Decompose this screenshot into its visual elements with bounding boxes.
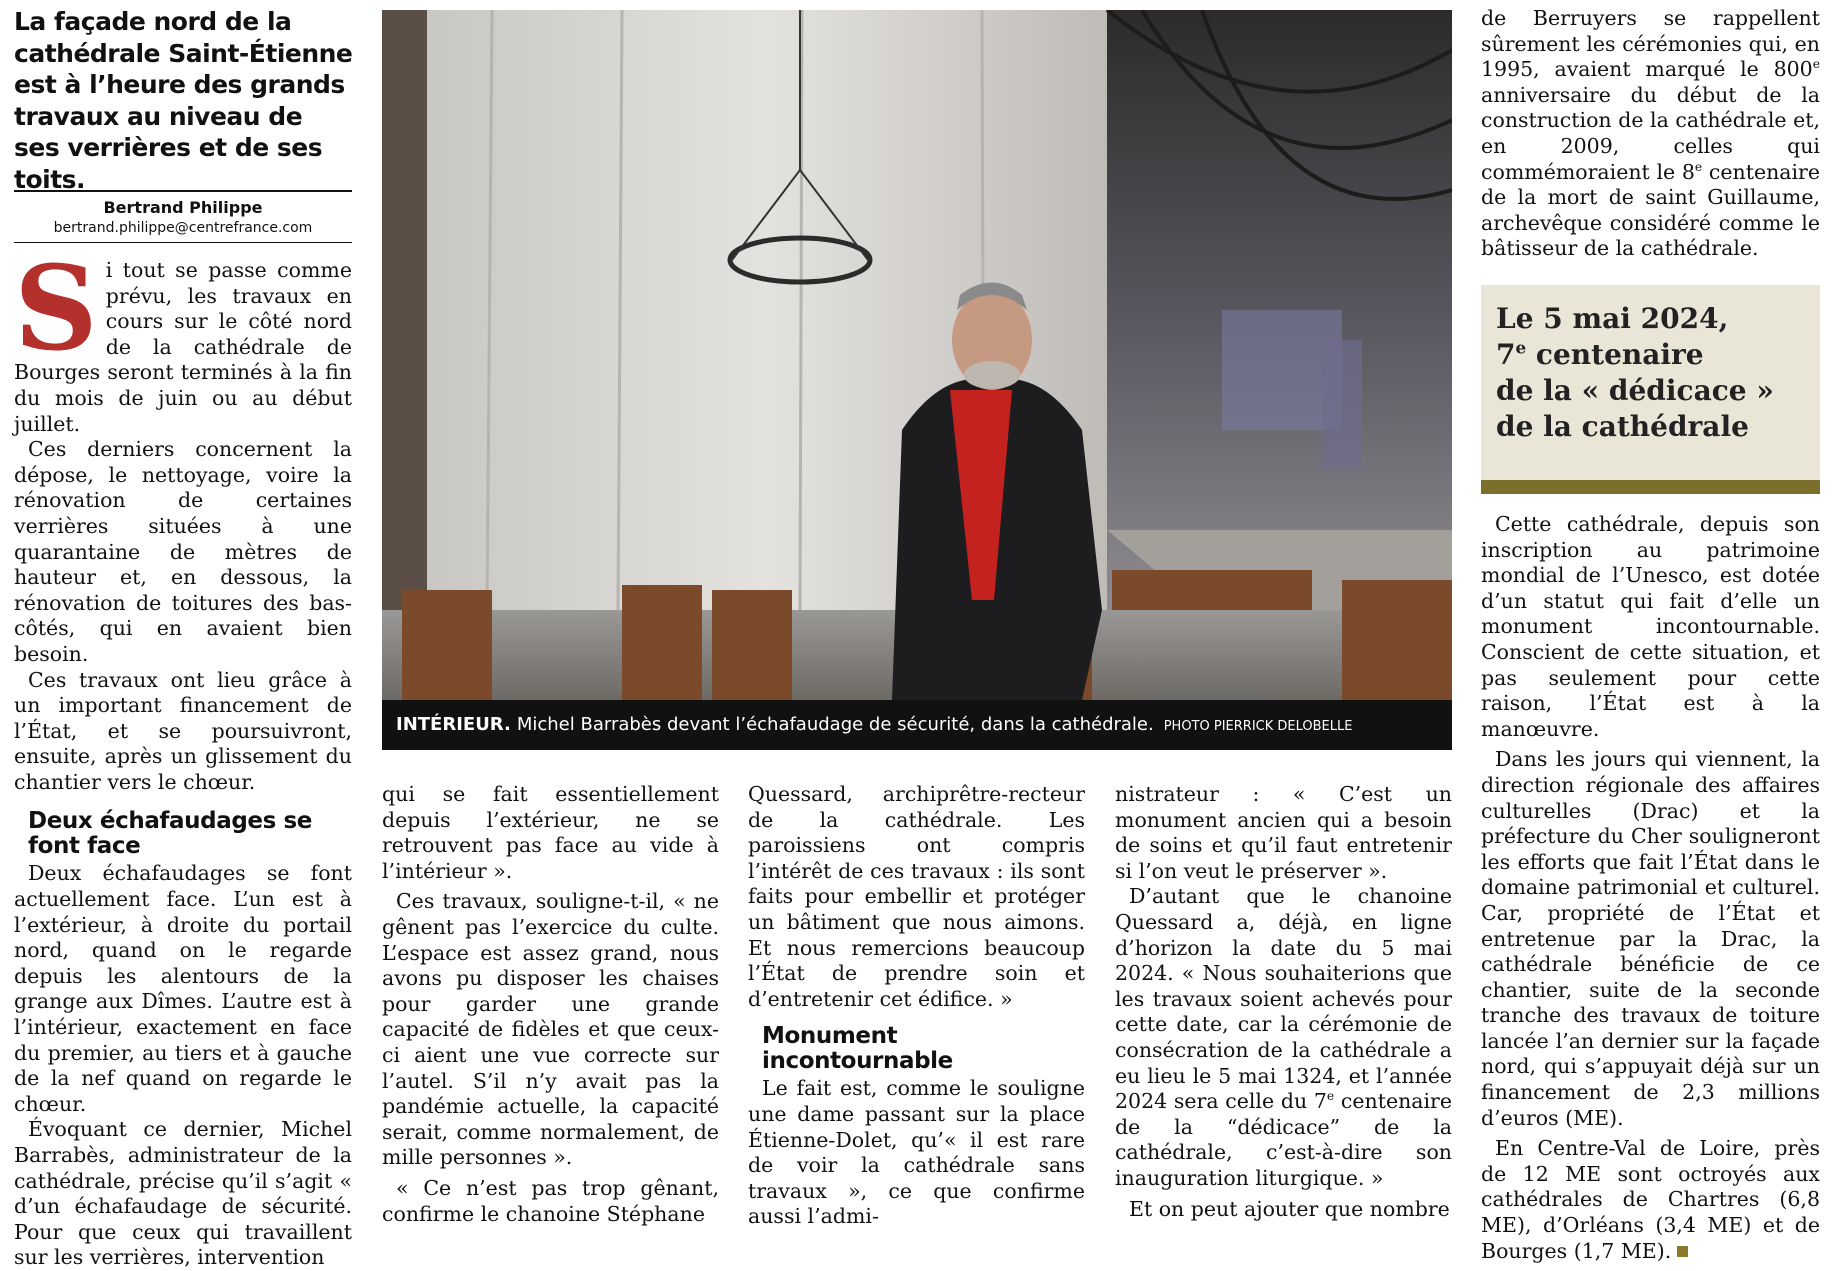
- byline: [14, 190, 352, 243]
- pull-quote-line: 7: [1496, 338, 1516, 371]
- photo-caption: [382, 700, 1452, 750]
- pull-quote-line: de la « dédicace »: [1496, 374, 1774, 407]
- cathedral-photo: [382, 10, 1452, 700]
- superscript: e: [1326, 1089, 1335, 1104]
- end-of-article-square-icon: [1677, 1246, 1688, 1257]
- article-column-5: [1481, 6, 1820, 262]
- drop-cap: S: [14, 241, 98, 377]
- article-column-3: [748, 782, 1085, 1230]
- article-column-5-lower: [1481, 512, 1820, 1264]
- paragraph: Ces derniers concernent la dépose, le nettoyage, voire la rénovation de certaines verrières situées à une quarantaine de mètres de hauteur et, en dessous, la rénovation de toitures des bas-côtés, qui en avaient bien besoin.: [14, 437, 352, 666]
- paragraph: i tout se passe comme prévu, les travaux en cours sur le côté nord de la cathédrale de Bourges seront terminés à la fin du mois de juin ou au début juillet.: [14, 258, 352, 436]
- paragraph: [1481, 6, 1820, 262]
- paragraph: Évoquant ce dernier, Michel Barrabès, administrateur de la cathédrale, précise qu’il s’agit « d’un échafaudage de sécurité. Pour que ceux qui travaillent sur les verrières, intervention: [14, 1117, 352, 1270]
- article-column-1: [14, 241, 352, 1271]
- article-column-4: [1115, 782, 1452, 1222]
- article-headline: La façade nord de la cathédrale Saint-Étienne est à l’heure des grands travaux au niveau de ses verrières et de ses toits.: [14, 7, 353, 194]
- subheading: Deux échafaudages se font face: [28, 808, 312, 860]
- paragraph: [1115, 884, 1452, 1191]
- pull-quote-box: [1481, 285, 1820, 494]
- paragraph: Ces travaux ont lieu grâce à un important financement de l’État, et se poursuivront, ensuite, après un glissement du chantier vers le chœur.: [14, 667, 352, 794]
- author-name: Bertrand Philippe: [103, 198, 263, 217]
- paragraph: nistrateur : « C’est un monument ancien qui a besoin de soins et qu’il faut entretenir si l’on veut le préserver ».: [1115, 782, 1452, 883]
- text-run: anniversaire du début de la construction de la cathédrale et, en 2009, celles qui commémoraient le 8: [1481, 82, 1820, 184]
- text-run: centenaire de la mort de saint Guillaume, archevêque considéré comme le bâtisseur de la cathédrale.: [1481, 159, 1820, 261]
- superscript: e: [1515, 337, 1527, 358]
- caption-lead: INTÉRIEUR.: [396, 714, 511, 735]
- text-run: En Centre-Val de Loire, près de 12 ME sont octroyés aux cathédrales de Chartres (6,8 ME), d’Orléans (3,4 ME) et de Bourges (1,7 ME).: [1481, 1136, 1820, 1263]
- subheading: Monument incontournable: [762, 1023, 953, 1075]
- author-email[interactable]: bertrand.philippe@centrefrance.com: [53, 220, 313, 236]
- article-column-2: [382, 782, 719, 1227]
- text-run: de Berruyers se rappellent sûrement les cérémonies qui, en 1995, avaient marqué le 800: [1481, 6, 1820, 82]
- superscript: e: [1812, 57, 1820, 72]
- paragraph: Le fait est, comme le souligne une dame passant sur la place Étienne-Dolet, qu’« il est rare de voir la cathédrale sans travaux », ce que confirme aussi l’admi-: [748, 1076, 1085, 1229]
- text-run: centenaire de la “dédicace” de la cathédrale, c’est-à-dire son inauguration liturgique. »: [1115, 1089, 1452, 1190]
- paragraph: qui se fait essentiellement depuis l’extérieur, ne se retrouvent pas face au vide à l’intérieur ».: [382, 782, 719, 883]
- pull-quote-line: centenaire: [1526, 338, 1704, 371]
- paragraph: [1481, 1136, 1820, 1264]
- pull-quote-line: de la cathédrale: [1496, 410, 1749, 443]
- paragraph: « Ce n’est pas trop gênant, confirme le chanoine Stéphane: [382, 1175, 719, 1226]
- paragraph: Deux échafaudages se font actuellement face. L’un est à l’extérieur, à droite du portail nord, quand on le regarde depuis les alentours de la grange aux Dîmes. L’autre est à l’intérieur, exactement en face du premier, au tiers et à gauche de la nef quand on regarde le chœur.: [14, 861, 352, 1116]
- caption-text: Michel Barrabès devant l’échafaudage de sécurité, dans la cathédrale.: [516, 714, 1154, 735]
- paragraph: Quessard, archiprêtre-recteur de la cathédrale. Les paroissiens ont compris l’intérêt de ces travaux : ils sont faits pour embellir et protéger un bâtiment que nous aimons. Et nous remercions beaucoup l’État de prendre soin et d’entretenir cet édifice. »: [748, 782, 1085, 1011]
- superscript: e: [1694, 159, 1703, 174]
- pull-quote-line: Le 5 mai 2024,: [1496, 302, 1729, 335]
- paragraph: Dans les jours qui viennent, la direction régionale des affaires culturelles (Drac) et la préfecture du Cher souligneront les efforts que fait l’État dans le domaine patrimonial et culturel. Car, propriété de l’État et entretenue par la Drac, la cathédrale bénéficie de ce chantier, suite de la seconde tranche des travaux de toiture lancée l’an dernier sur la façade nord, qui s’appuyait déjà sur un financement de 2,3 millions d’euros (ME).: [1481, 747, 1820, 1130]
- paragraph: Et on peut ajouter que nombre: [1129, 1196, 1450, 1221]
- paragraph: Ces travaux, souligne-t-il, « ne gênent pas l’exercice du culte. L’espace est assez grand, nous avons pu disposer les chaises pour garder une grande capacité de fidèles et que ceux-ci aient une vue correcte sur l’autel. S’il n’y avait pas la pandémie actuelle, la capacité serait, comme normalement, de mille personnes ».: [382, 889, 719, 1170]
- photo-credit: PHOTO PIERRICK DELOBELLE: [1163, 719, 1353, 734]
- text-run: D’autant que le chanoine Quessard a, déjà, en ligne d’horizon la date du 5 mai 2024. « Nous souhaiterions que les travaux soient achevés pour cette date, car la cérémonie de consécration de la cathédrale a eu lieu le 5 mai 1324, et l’année 2024 sera celle du 7: [1115, 884, 1452, 1114]
- pull-quote-text: [1496, 301, 1816, 445]
- paragraph: Cette cathédrale, depuis son inscription au patrimoine mondial de l’Unesco, est dotée d’un statut qui fait d’elle un monument incontournable. Conscient de cette situation, et pas seulement pour cette raison, l’État est à la manœuvre.: [1481, 512, 1820, 741]
